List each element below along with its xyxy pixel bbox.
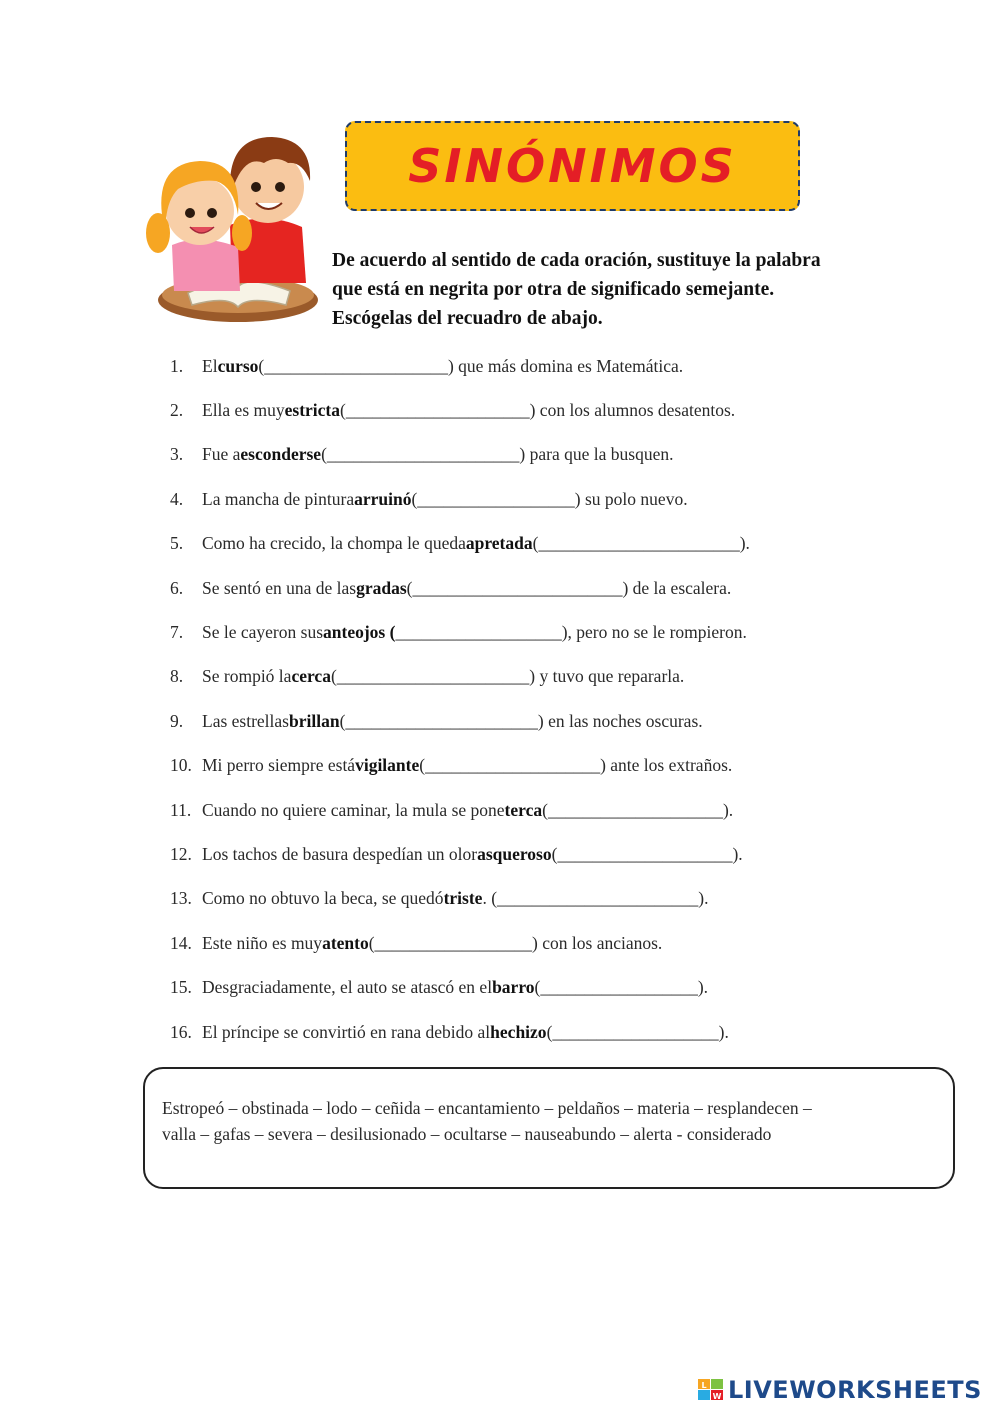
logo-letter-l: L: [701, 1381, 707, 1390]
item-bold-word: brillan: [288, 710, 340, 731]
item-bold-word: apretada: [465, 533, 533, 554]
item-bold-word: hechizo: [490, 1021, 547, 1042]
exercise-list: [170, 344, 910, 1054]
item-bold-word: barro: [492, 977, 535, 998]
liveworksheets-logo-icon: [698, 1379, 724, 1401]
item-text-after[interactable]: (_______________________).: [532, 533, 750, 554]
item-text-after[interactable]: (______________________) y tuvo que repararla.: [330, 666, 685, 687]
item-number: 5.: [170, 533, 184, 554]
item-text-before: Este niño es muy: [202, 932, 323, 953]
item-text-after[interactable]: (_____________________) con los alumnos desatentos.: [340, 400, 736, 421]
item-number: 9.: [170, 710, 184, 731]
children-reading-illustration: [138, 115, 330, 330]
logo-letter-w: W: [712, 1392, 722, 1401]
item-text-after[interactable]: (____________________) ante los extraños.: [419, 755, 733, 776]
item-text-after[interactable]: (__________________) su polo nuevo.: [411, 488, 688, 509]
exercise-item-9: [170, 699, 910, 743]
item-number: 1.: [170, 355, 184, 376]
word-bank-line-1: Estropeó – obstinada – lodo – ceñida – encantamiento – peldaños – materia – resplandecen –: [162, 1098, 812, 1118]
item-text-before: La mancha de pintura: [202, 488, 355, 509]
item-number: 12.: [170, 843, 192, 864]
item-bold-word: asqueroso: [477, 843, 552, 864]
item-number: 11.: [170, 799, 192, 820]
brand-name: LIVEWORKSHEETS: [728, 1376, 982, 1404]
item-bold-word: atento: [322, 932, 369, 953]
word-bank-line-2: valla – gafas – severa – desilusionado – ocultarse – nauseabundo – alerta - considerado: [162, 1124, 772, 1144]
item-bold-word: terca: [504, 799, 543, 820]
exercise-item-5: [170, 522, 910, 566]
item-bold-word: triste: [443, 888, 483, 909]
item-text-before: Cuando no quiere caminar, la mula se pone: [202, 799, 505, 820]
exercise-item-13: [170, 877, 910, 921]
item-text-before: Como ha crecido, la chompa le queda: [202, 533, 466, 554]
item-text-before: Se rompió la: [202, 666, 292, 687]
item-text-after[interactable]: ___________________), pero no se le rompieron.: [395, 622, 747, 643]
item-number: 14.: [170, 932, 192, 953]
item-text-before: El: [202, 355, 218, 376]
item-number: 3.: [170, 444, 184, 465]
exercise-item-7: [170, 610, 910, 654]
item-number: 7.: [170, 622, 184, 643]
item-text-before: Mi perro siempre está: [202, 755, 356, 776]
page-title: SINÓNIMOS: [408, 139, 737, 193]
item-bold-word: estricta: [284, 400, 341, 421]
item-text-before: El príncipe se convirtió en rana debido al: [202, 1021, 491, 1042]
exercise-item-4: [170, 477, 910, 521]
item-text-after[interactable]: (____________________).: [542, 799, 734, 820]
exercise-item-11: [170, 788, 910, 832]
item-bold-word: arruinó: [354, 488, 412, 509]
item-text-after[interactable]: (_____________________) que más domina es Matemática.: [258, 355, 684, 376]
item-text-after[interactable]: (___________________).: [546, 1021, 729, 1042]
item-bold-word: vigilante: [355, 755, 420, 776]
liveworksheets-brand[interactable]: [698, 1376, 982, 1404]
exercise-item-6: [170, 566, 910, 610]
item-text-before: Ella es muy: [202, 400, 285, 421]
item-text-before: Se le cayeron sus: [202, 622, 324, 643]
exercise-item-8: [170, 655, 910, 699]
item-text-after[interactable]: (______________________) para que la busquen.: [321, 444, 674, 465]
exercise-item-16: [170, 1010, 910, 1054]
exercise-item-15: [170, 965, 910, 1009]
item-number: 10.: [170, 755, 192, 776]
item-number: 13.: [170, 888, 192, 909]
item-number: 2.: [170, 400, 184, 421]
item-number: 15.: [170, 977, 192, 998]
item-bold-word: esconderse: [240, 444, 322, 465]
exercise-item-2: [170, 388, 910, 432]
item-number: 8.: [170, 666, 184, 687]
item-bold-word: anteojos (: [323, 622, 396, 643]
exercise-item-3: [170, 433, 910, 477]
item-bold-word: gradas: [356, 577, 407, 598]
exercise-item-1: [170, 344, 910, 388]
exercise-item-12: [170, 832, 910, 876]
exercise-item-14: [170, 921, 910, 965]
item-number: 4.: [170, 488, 184, 509]
item-text-before: Como no obtuvo la beca, se quedó: [202, 888, 444, 909]
item-number: 16.: [170, 1021, 192, 1042]
instructions-text: De acuerdo al sentido de cada oración, sustituye la palabra que está en negrita por otra de significado semejante. Escógelas del recuadro de abajo.: [332, 250, 821, 329]
item-text-after[interactable]: (______________________) en las noches oscuras.: [339, 710, 703, 731]
item-text-before: Los tachos de basura despedían un olor: [202, 843, 478, 864]
item-text-before: Se sentó en una de las: [202, 577, 357, 598]
item-bold-word: curso: [217, 355, 259, 376]
item-bold-word: cerca: [291, 666, 331, 687]
exercise-item-10: [170, 744, 910, 788]
item-text-before: Las estrellas: [202, 710, 289, 731]
item-number: 6.: [170, 577, 184, 598]
item-text-after[interactable]: (__________________).: [534, 977, 709, 998]
item-text-after[interactable]: (________________________) de la escalera.: [406, 577, 732, 598]
word-bank-box: [143, 1067, 955, 1189]
item-text-before: Desgraciadamente, el auto se atascó en el: [202, 977, 493, 998]
item-text-before: Fue a: [202, 444, 241, 465]
item-text-after[interactable]: . (_______________________).: [482, 888, 709, 909]
item-text-after[interactable]: (__________________) con los ancianos.: [368, 932, 663, 953]
title-banner: [345, 121, 800, 211]
item-text-after[interactable]: (____________________).: [551, 843, 743, 864]
